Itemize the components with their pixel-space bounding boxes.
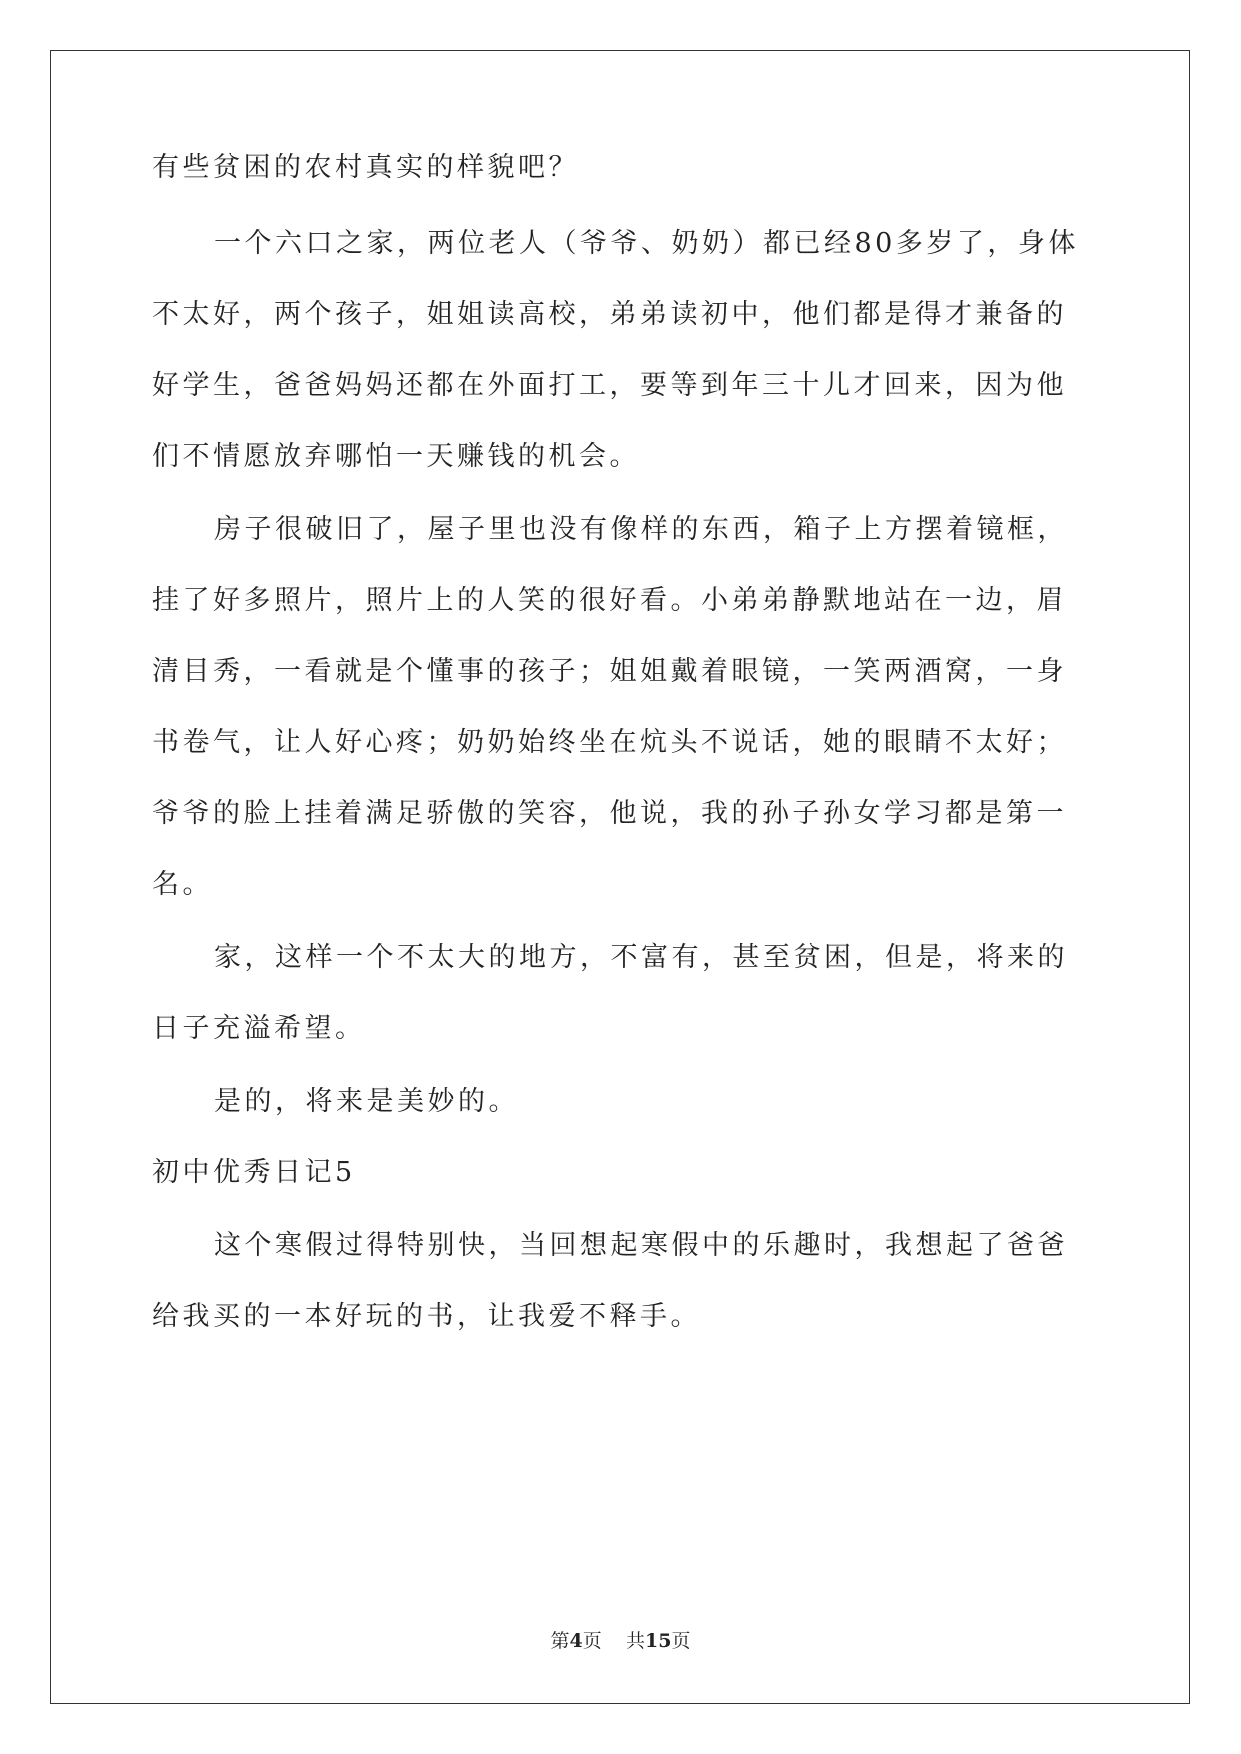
body-line: 挂了好多照片，照片上的人笑的很好看。小弟弟静默地站在一边，眉 [152,585,1067,616]
body-line: 日子充溢希望。 [152,1013,366,1044]
body-line: 们不情愿放弃哪怕一天赚钱的机会。 [152,441,640,472]
paragraph-line: 一个六口之家，两位老人（爷爷、奶奶）都已经80多岁了，身体 [214,228,1079,259]
page-suffix: 页 [582,1630,602,1652]
body-line: 名。 [152,869,213,900]
page-footer [0,1626,1241,1653]
total-suffix: 页 [671,1630,691,1652]
body-line: 好学生，爸爸妈妈还都在外面打工，要等到年三十儿才回来，因为他 [152,370,1067,401]
body-line: 给我买的一本好玩的书，让我爱不释手。 [152,1301,701,1332]
body-line: 书卷气，让人好心疼；奶奶始终坐在炕头不说话，她的眼睛不太好； [152,727,1067,758]
body-line: 不太好，两个孩子，姐姐读高校，弟弟读初中，他们都是得才兼备的 [152,299,1067,330]
page-prefix: 第 [550,1630,570,1652]
paragraph-line: 家，这样一个不太大的地方，不富有，甚至贫困，但是，将来的 [214,942,1068,973]
total-prefix: 共 [625,1630,645,1652]
body-line: 有些贫困的农村真实的样貌吧？ [152,152,579,183]
paragraph-line: 是的，将来是美妙的。 [214,1086,519,1117]
page-number: 4 [569,1630,583,1652]
body-line: 爷爷的脸上挂着满足骄傲的笑容，他说，我的孙子孙女学习都是第一 [152,798,1067,829]
body-line: 清目秀，一看就是个懂事的孩子；姐姐戴着眼镜，一笑两酒窝，一身 [152,656,1067,687]
paragraph-line: 房子很破旧了，屋子里也没有像样的东西，箱子上方摆着镜框， [214,514,1068,545]
section-heading: 初中优秀日记5 [152,1157,356,1188]
paragraph-line: 这个寒假过得特别快，当回想起寒假中的乐趣时，我想起了爸爸 [214,1230,1068,1261]
total-pages: 15 [644,1630,672,1652]
